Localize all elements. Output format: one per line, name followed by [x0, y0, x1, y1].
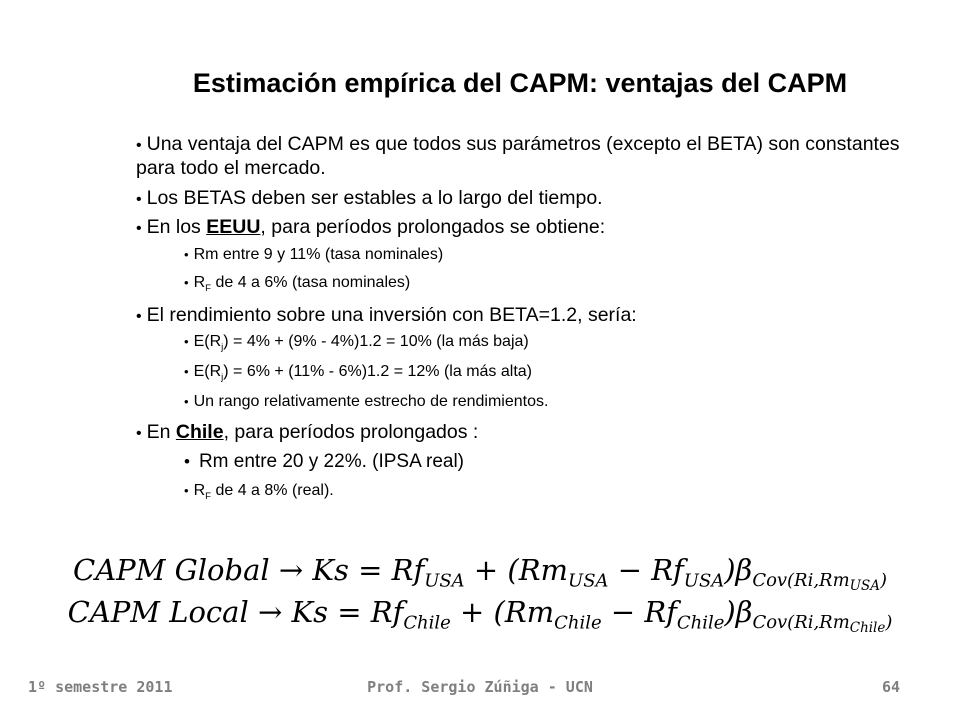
- sub-bullet-item: [184, 332, 916, 354]
- subscript: j: [221, 342, 224, 354]
- formula-subsubscript: USA: [849, 578, 880, 595]
- subscript: j: [221, 372, 224, 384]
- bullet-item: [136, 420, 916, 444]
- formula-part: + (Rm: [450, 595, 555, 629]
- bullet-item: [136, 303, 916, 327]
- bullet-item: [136, 215, 916, 239]
- bullet-icon: •: [136, 137, 142, 154]
- formula-subscript-cov: Cov(Ri,Rm: [752, 570, 850, 592]
- bullet-icon: •: [184, 274, 189, 290]
- slide-title: Estimación empírica del CAPM: ventajas del CAPM: [192, 68, 848, 98]
- formula-subscript-end: ): [885, 612, 893, 634]
- bullet-item: [136, 132, 916, 181]
- sub-bullet-item: [184, 450, 916, 474]
- bullet-icon: •: [184, 334, 189, 350]
- bullet-text-post: , para períodos prolongados :: [223, 421, 479, 444]
- bullet-icon: •: [184, 394, 189, 410]
- bullet-list: [136, 132, 916, 511]
- bullet-text-pre: En: [146, 421, 176, 444]
- formula-capm-global: [0, 553, 960, 594]
- formula-subscript-end: ): [879, 570, 887, 592]
- sub-bullet-item: [184, 481, 916, 503]
- symbol: E(R: [193, 363, 222, 381]
- bullet-text: de 4 a 8% (real).: [211, 481, 334, 499]
- highlight-eeuu: EEUU: [206, 216, 261, 239]
- bullet-text-post: , para períodos prolongados se obtiene:: [260, 216, 606, 239]
- bullet-icon: •: [136, 425, 142, 443]
- bullet-text: de 4 a 6% (tasa nominales): [211, 273, 411, 291]
- symbol: R: [193, 481, 206, 499]
- bullet-text: ) = 6% + (11% - 6%)1.2 = 12% (la más alta): [223, 363, 532, 381]
- formula-subscript: Chile: [554, 612, 602, 634]
- symbol: E(R: [193, 333, 222, 351]
- bullet-icon: •: [184, 482, 189, 498]
- highlight-chile: Chile: [175, 421, 224, 444]
- sub-bullet-item: [184, 362, 916, 384]
- bullet-text: El rendimiento sobre una inversión con BETA=1.2, sería:: [146, 303, 637, 326]
- formula-subsubscript: Chile: [849, 620, 886, 637]
- bullet-text: ) = 4% + (9% - 4%)1.2 = 10% (la más baja): [223, 333, 529, 351]
- bullet-icon: •: [136, 190, 142, 208]
- formula-part: − Rf: [601, 595, 677, 629]
- subscript: F: [205, 490, 211, 502]
- formula-subscript: Chile: [676, 612, 725, 634]
- subscript: F: [205, 282, 211, 294]
- bullet-text: Los BETAS deben ser estables a lo largo del tiempo.: [146, 186, 603, 209]
- formula-part: CAPM Local → Ks = Rf: [67, 595, 404, 629]
- formula-part: + (Rm: [464, 553, 569, 587]
- formula-part: )β: [724, 553, 753, 587]
- formula-subscript: [752, 612, 893, 637]
- symbol: R: [193, 273, 206, 291]
- bullet-text: Un rango relativamente estrecho de rendimientos.: [193, 393, 549, 411]
- bullet-icon: •: [136, 307, 142, 325]
- formula-part: )β: [724, 595, 753, 629]
- bullet-icon: •: [184, 451, 190, 471]
- bullet-item: [136, 186, 916, 210]
- page-number: 64: [881, 678, 900, 696]
- footer-author: Prof. Sergio Zúñiga - UCN: [367, 678, 593, 696]
- bullet-icon: •: [184, 364, 189, 380]
- formula-subscript: [752, 570, 887, 595]
- sub-bullet-item: [184, 245, 916, 265]
- formula-subscript: Chile: [403, 612, 451, 634]
- formula-part: CAPM Global → Ks = Rf: [73, 553, 425, 587]
- bullet-icon: •: [184, 246, 189, 262]
- sub-bullet-item: [184, 273, 916, 295]
- formula-subscript: USA: [683, 570, 725, 592]
- bullet-text: Rm entre 9 y 11% (tasa nominales): [193, 245, 444, 263]
- formula-subscript-cov: Cov(Ri,Rm: [752, 612, 850, 634]
- footer-semester: 1º semestre 2011: [28, 678, 173, 696]
- sub-bullet-item: [184, 392, 916, 412]
- bullet-text-pre: En los: [146, 216, 207, 239]
- formula-capm-local: [0, 595, 960, 636]
- formula-subscript: USA: [568, 570, 609, 592]
- bullet-text: Una ventaja del CAPM es que todos sus parámetros (excepto el BETA) son constantes para todo el mercado.: [136, 133, 900, 180]
- bullet-text: Rm entre 20 y 22%. (IPSA real): [198, 450, 465, 472]
- formula-part: − Rf: [608, 553, 684, 587]
- bullet-icon: •: [136, 220, 142, 238]
- formula-subscript: USA: [424, 570, 465, 592]
